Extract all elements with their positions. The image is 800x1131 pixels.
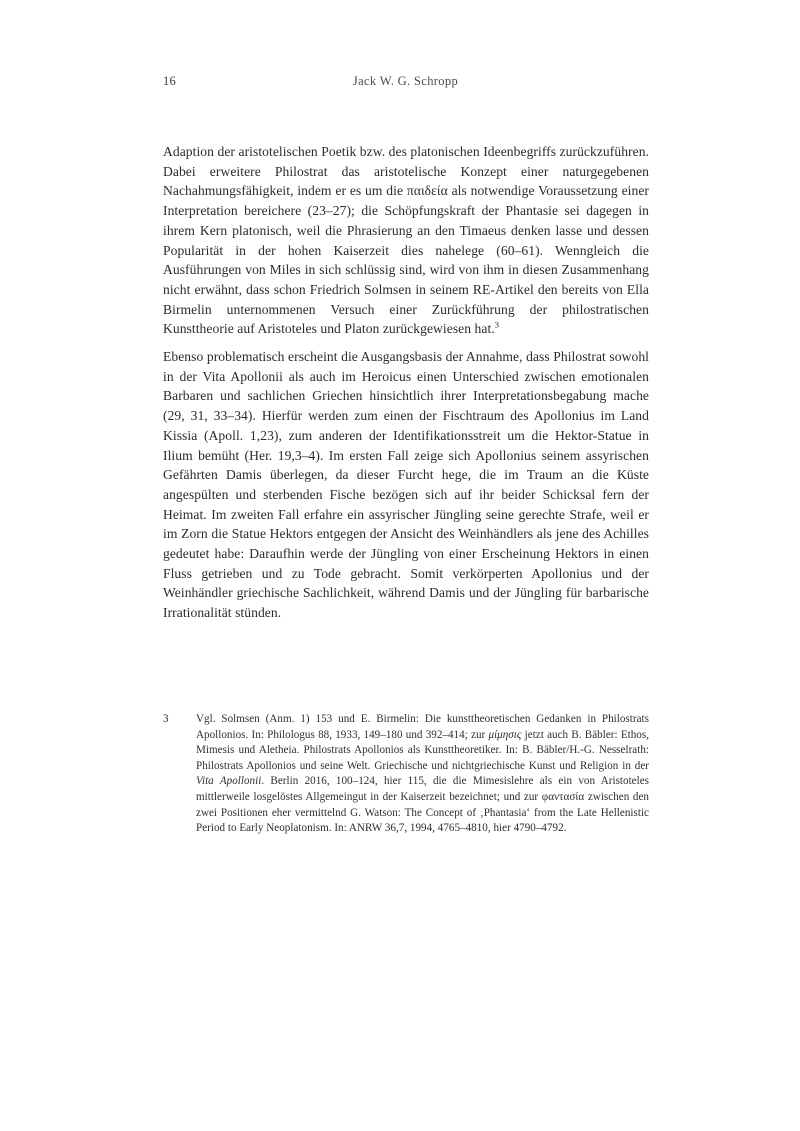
footnote-block: [163, 712, 649, 837]
body-text-block: [163, 142, 649, 623]
footnote-text: Vgl. Solmsen (Anm. 1) 153 und E. Birmelin: Die kunsttheoretischen Gedanken in Philostrats Apollonios. In: Philologus 88, 1933, 149–180 und 392–414; zur μίμησις jetzt auch B. Bäbler: Ethos, Mimesis und Aletheia. Philostrats Apollonios als Kunsttheoretiker. In: B. Bäbler/H.-G. Nesselrath: Philostrats Apollonios und seine Welt. Griechische und nichtgriechische Kunst und Religion in der Vita Apollonii. Berlin 2016, 100–124, hier 115, die die Mimesislehre als ein von Aristoteles mittlerweile losgelöstes Allgemeingut in der Kaiserzeit bezeichnet; und zur φαντασία zwischen den zwei Positionen eher vermittelnd G. Watson: The Concept of ‚Phantasia‘ from the Late Hellenistic Period to Early Neoplatonism. In: ANRW 36,7, 1994, 4765–4810, hier 4790–4792.: [196, 713, 650, 835]
body-paragraph: Adaption der aristotelischen Poetik bzw. des platonischen Ideenbegriffs zurückzuführen. Dabei erweitere Philostrat das aristotelische Konzept einer naturgegebenen Nachahmungsfähigkeit, indem er es um die παιδεία als notwendige Voraussetzung einer Interpretation bereichere (23–27); die Schöpfungskraft der Phantasie sei dagegen in ihrem Kern platonisch, weil die Phrasierung an den Timaeus denken lasse und dessen Popularität in der hohen Kaiserzeit dies nahelege (60–61). Wenngleich die Ausführungen von Miles in sich schlüssig sind, wird von ihm in diesen Zusammenhang nicht erwähnt, dass schon Friedrich Solmsen in seinem RE-Artikel den bereits von Ella Birmelin unternommenen Versuch einer Zurückführung der philostratischen Kunsttheorie auf Aristoteles und Platon zurückgewiesen hat.$^3$: [163, 144, 649, 337]
footnote: [163, 712, 649, 837]
body-paragraph: Ebenso problematisch erscheint die Ausgangsbasis der Annahme, dass Philostrat sowohl in der Vita Apollonii als auch im Heroicus einen Unterschied zwischen emotionalen Barbaren und sachlichen Griechen hinsichtlich ihrer Interpretationsbegabung mache (29, 31, 33–34). Hierfür werden zum einen der Fischtraum des Apollonius im Land Kissia (Apoll. 1,23), zum anderen der Identifikationsstreit um die Hektor-Statue in Ilium bemüht (Her. 19,3–4). Im ersten Fall zeige sich Apollonius seinem assyrischen Gefährten Damis überlegen, da dieser Furcht hege, die im Traum an die Küste angespülten und sterbenden Fische bezögen sich auf ihr beider Schicksal fern der Heimat. Im zweiten Fall erfahre ein assyrischer Jüngling seine gerechte Strafe, weil er im Zorn die Statue Hektors entgegen der Ansicht des Weinhändlers als jene des Achilles gedeutet habe: Daraufhin werde der Jüngling von einer Erscheinung Hektors in einen Fluss getrieben und zu Tode gebracht. Somit verkörperten Apollonius und der Weinhändler griechische Sachlichkeit, während Damis und der Jüngling für barbarische Irrationalität stünden.: [163, 349, 649, 621]
page-number: 16: [163, 74, 176, 88]
running-head: [163, 72, 648, 90]
footnote-number: 3: [163, 713, 169, 725]
running-head-author: Jack W. G. Schropp: [352, 74, 459, 88]
